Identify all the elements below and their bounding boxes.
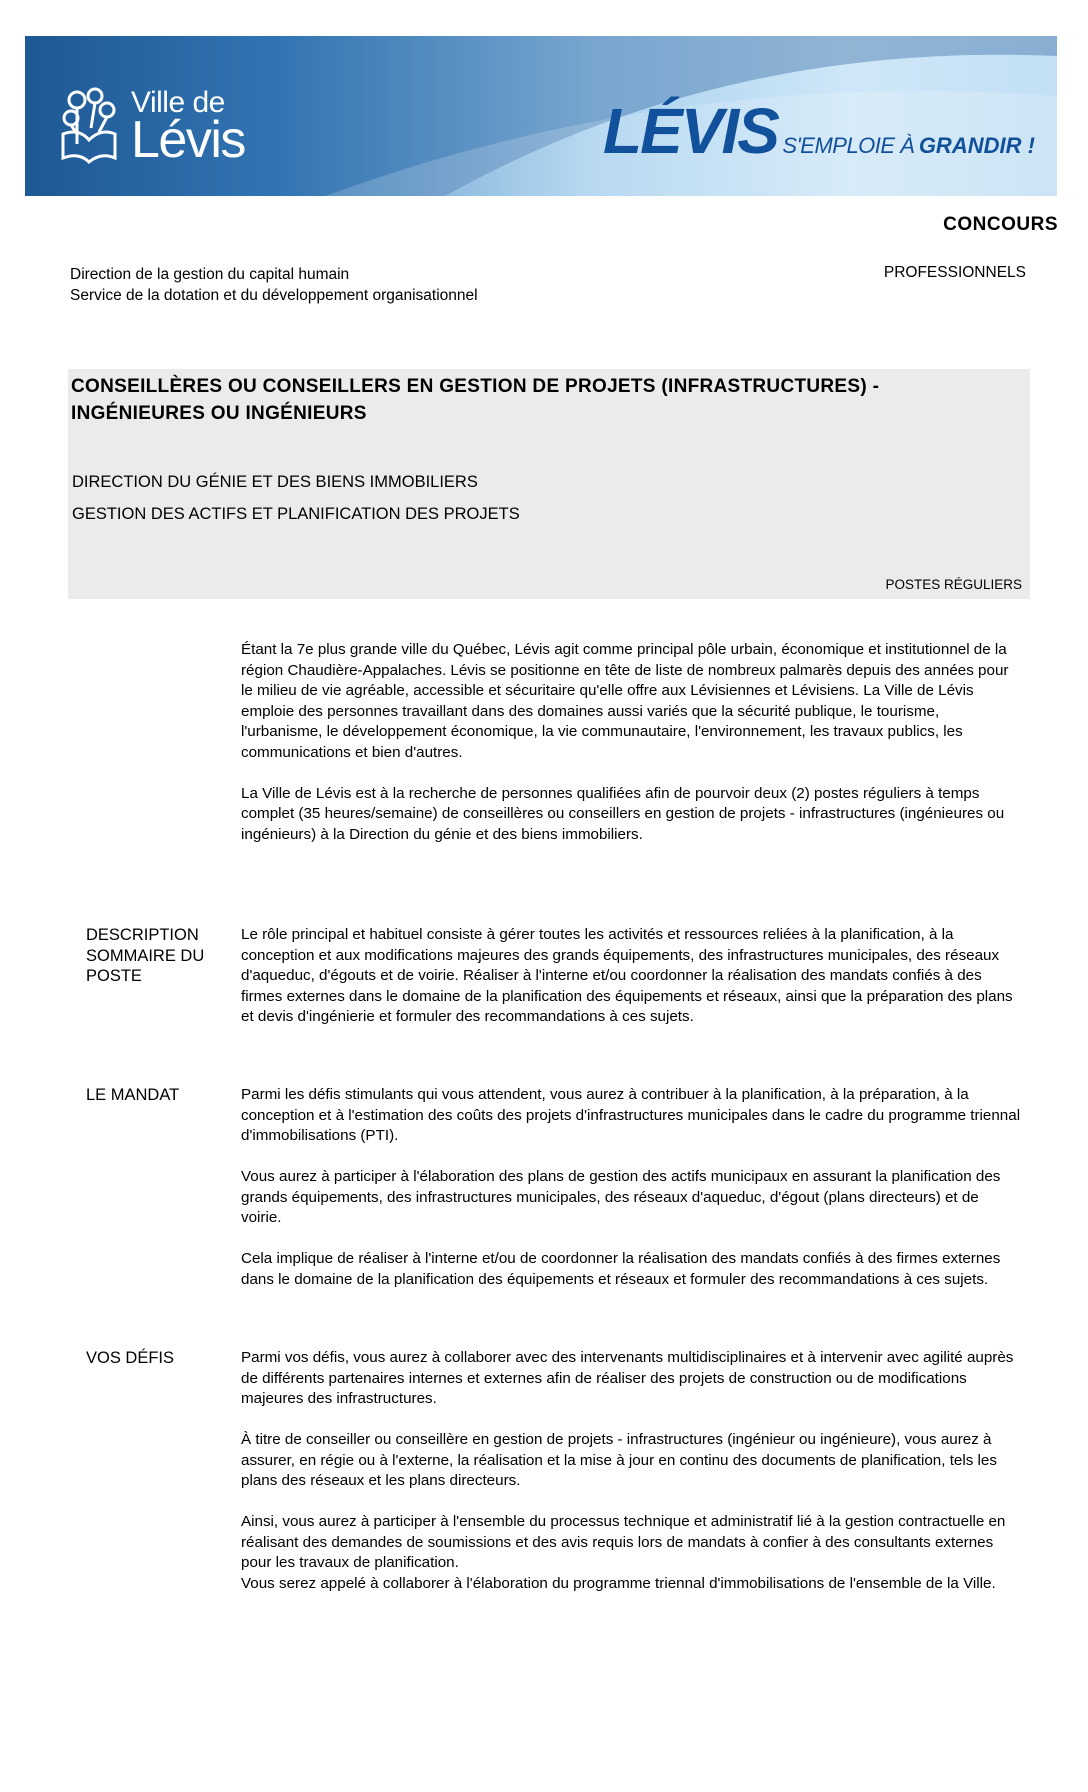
department-block	[70, 264, 478, 306]
mandat-label: LE MANDAT	[86, 1086, 180, 1104]
mandat-paragraph-3: Cela implique de réaliser à l'interne et/ou de coordonner la réalisation des mandats confiés à des firmes externes dans le domaine de la planification des équipements et réseaux et formuler des recommandations à ces sujets.	[241, 1250, 1001, 1288]
mandat-section	[241, 1085, 1021, 1311]
slogan-grandir: GRANDIR !	[918, 133, 1035, 158]
intro-paragraph-1: Étant la 7e plus grande ville du Québec, Lévis agit comme principal pôle urbain, économique et institutionnel de la région Chaudière-Appalaches. Lévis se positionne en tête de liste de nombreux palmarès depuis des années pour le milieu de vie agréable, accessible et sécuritaire qu'elle offre aux Lévisiennes et Lévisiens. La Ville de Lévis emploie des personnes travaillant dans des domaines aussi variés que la sécurité publique, le tourisme, l'urbanisme, le développement économique, la vie communautaire, l'environnement, les travaux publics, les communications et bien d'autres.	[241, 641, 1009, 761]
job-title-box	[68, 369, 1030, 599]
defis-paragraph-3: Ainsi, vous aurez à participer à l'ensemble du processus technique et administratif lié à la gestion contractuelle en réalisant des demandes de soumissions et des avis requis lors de mandats à confier à des consultants externes pour les travaux de planification.	[241, 1513, 1006, 1571]
mandat-paragraph-2: Vous aurez à participer à l'élaboration des plans de gestion des actifs municipaux en assurant la planification des grands équipements, des infrastructures municipales, des réseaux d'aqueduc, d'égout (plans directeurs) et de voirie.	[241, 1168, 1001, 1226]
description-paragraph: Le rôle principal et habituel consiste à gérer toutes les activités et ressources reliées à la planification, à la conception et aux modifications majeures des grands équipements, des infrastructures municipales, des réseaux d'aqueduc, d'égouts et de voirie. Réaliser à l'interne et/ou coordonner la réalisation des mandats confiés à des firmes externes dans le domaine de la planification des équipements et réseaux, ainsi que la préparation des plans et devis d'ingénierie et formuler des recommandations à ces sujets.	[241, 926, 1013, 1025]
logo-levis-text: Lévis	[131, 111, 245, 169]
job-service: GESTION DES ACTIFS ET PLANIFICATION DES PROJETS	[72, 505, 520, 523]
category-label: PROFESSIONNELS	[883, 264, 1026, 281]
header-banner	[25, 36, 1057, 196]
ville-de-levis-logo	[57, 84, 257, 174]
description-section	[241, 925, 1021, 1048]
tree-logo-icon	[57, 84, 121, 164]
slogan-levis: LÉVIS	[603, 95, 778, 167]
defis-paragraph-2: À titre de conseiller ou conseillère en gestion de projets - infrastructures (ingénieur ou ingénieure), vous aurez à assurer, en régie ou à l'externe, la réalisation et la mise à jour en continu des documents de planification, tels les plans des réseaux et les plans directeurs.	[241, 1431, 997, 1489]
job-direction: DIRECTION DU GÉNIE ET DES BIENS IMMOBILIERS	[72, 473, 478, 491]
logo-ville-text: Ville de	[131, 86, 225, 119]
description-label: DESCRIPTION SOMMAIRE DU POSTE	[86, 926, 205, 985]
defis-paragraph-4: Vous serez appelé à collaborer à l'élaboration du programme triennal d'immobilisations de l'ensemble de la Ville.	[241, 1574, 996, 1592]
department-line-1: Direction de la gestion du capital humain	[70, 266, 350, 283]
job-title: CONSEILLÈRES OU CONSEILLERS EN GESTION DE PROJETS (INFRASTRUCTURES) - INGÉNIEURES OU INGÉNIEURS	[71, 376, 880, 424]
department-line-2: Service de la dotation et du développement organisationnel	[70, 287, 478, 304]
intro-section	[241, 640, 1021, 866]
concours-heading: CONCOURS	[943, 214, 1058, 235]
mandat-paragraph-1: Parmi les défis stimulants qui vous attendent, vous aurez à contribuer à la planification, à la préparation, à la conception et à l'estimation des coûts des projets d'infrastructures municipales dans le cadre du programme triennal d'immobilisations (PTI).	[241, 1086, 1021, 1144]
defis-section	[241, 1348, 1021, 1615]
defis-label: VOS DÉFIS	[86, 1349, 175, 1367]
slogan	[603, 94, 1035, 167]
intro-paragraph-2: La Ville de Lévis est à la recherche de personnes qualifiées afin de pourvoir deux (2) postes réguliers à temps complet (35 heures/semaine) de conseillères ou conseillers en gestion de projets - infrastructures (ingénieures ou ingénieurs) à la Direction du génie et des biens immobiliers.	[241, 784, 1005, 843]
job-status: POSTES RÉGULIERS	[885, 577, 1022, 592]
defis-paragraph-1: Parmi vos défis, vous aurez à collaborer avec des intervenants multidisciplinaires et à intervenir avec agilité auprès de différents partenaires internes et externes afin de réaliser des projets de construction ou de modifications majeures des infrastructures.	[241, 1349, 1014, 1407]
slogan-emploie: S'EMPLOIE À	[782, 133, 915, 158]
